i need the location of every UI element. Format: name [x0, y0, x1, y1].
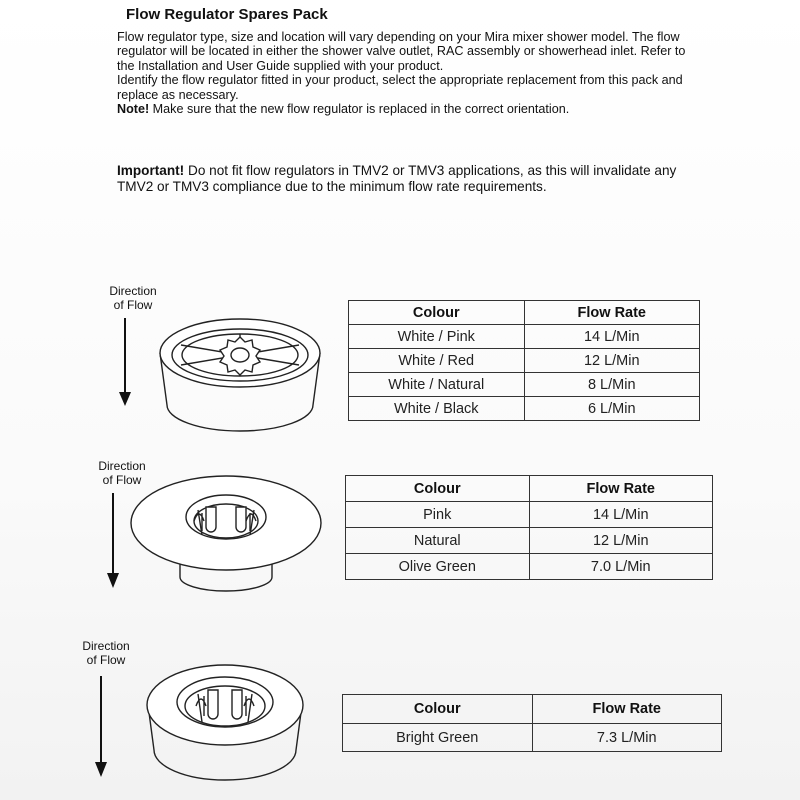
table-row [346, 554, 713, 580]
table-row [349, 325, 700, 349]
flow-rate-cell: 12 L/Min [524, 349, 699, 373]
column-header-colour: Colour [349, 301, 525, 325]
colour-cell: White / Black [349, 397, 525, 421]
table-row [349, 373, 700, 397]
colour-cell: White / Pink [349, 325, 525, 349]
intro-paragraph-1: Flow regulator type, size and location will vary depending on your Mira mixer shower model. The flow regulator will be located in either the shower valve outlet, RAC assembly or showerhead inlet. Refer to the Installation and User Guide supplied with your product. [117, 30, 686, 73]
column-header-flow-rate: Flow Rate [524, 301, 699, 325]
table-row [346, 502, 713, 528]
important-text: Do not fit flow regulators in TMV2 or TMV3 applications, as this will invalidate any TMV2 or TMV3 compliance due to the minimum flow rate requirements. [117, 163, 677, 194]
flow-rate-cell: 14 L/Min [524, 325, 699, 349]
table-row [343, 724, 722, 752]
note-paragraph [117, 102, 693, 116]
flow-rate-table-2 [345, 475, 713, 580]
flow-direction-arrow-icon [115, 318, 135, 408]
direction-of-flow-label: Direction of Flow [109, 284, 157, 312]
important-paragraph [117, 163, 707, 195]
colour-cell: Olive Green [346, 554, 530, 580]
page-title: Flow Regulator Spares Pack [126, 6, 328, 23]
intro-text [117, 30, 693, 116]
column-header-colour: Colour [343, 695, 533, 724]
flow-rate-table-1 [348, 300, 700, 421]
flow-rate-cell: 7.3 L/Min [532, 724, 721, 752]
colour-cell: White / Red [349, 349, 525, 373]
table-row [349, 397, 700, 421]
flow-direction-arrow-icon [91, 676, 111, 780]
note-text: Make sure that the new flow regulator is replaced in the correct orientation. [149, 102, 570, 117]
direction-of-flow-label: Direction of Flow [82, 639, 130, 667]
flow-rate-cell: 14 L/Min [529, 502, 712, 528]
column-header-flow-rate: Flow Rate [529, 476, 712, 502]
direction-of-flow-label: Direction of Flow [98, 459, 146, 487]
colour-cell: Natural [346, 528, 530, 554]
flow-rate-table-3 [342, 694, 722, 752]
flow-rate-cell: 6 L/Min [524, 397, 699, 421]
important-label: Important! [117, 163, 185, 178]
flow-rate-cell: 12 L/Min [529, 528, 712, 554]
flow-rate-cell: 8 L/Min [524, 373, 699, 397]
flow-direction-arrow-icon [103, 493, 123, 590]
colour-cell: Bright Green [343, 724, 533, 752]
table-row [346, 528, 713, 554]
column-header-colour: Colour [346, 476, 530, 502]
table-row [349, 349, 700, 373]
column-header-flow-rate: Flow Rate [532, 695, 721, 724]
flow-regulator-3-illustration [140, 650, 310, 790]
flow-regulator-2-illustration [128, 465, 328, 595]
note-label: Note! [117, 102, 150, 117]
flow-rate-cell: 7.0 L/Min [529, 554, 712, 580]
colour-cell: Pink [346, 502, 530, 528]
intro-paragraph-2: Identify the flow regulator fitted in your product, select the appropriate replacement from this pack and replace as necessary. [117, 73, 683, 102]
flow-regulator-1-illustration [155, 305, 325, 435]
colour-cell: White / Natural [349, 373, 525, 397]
